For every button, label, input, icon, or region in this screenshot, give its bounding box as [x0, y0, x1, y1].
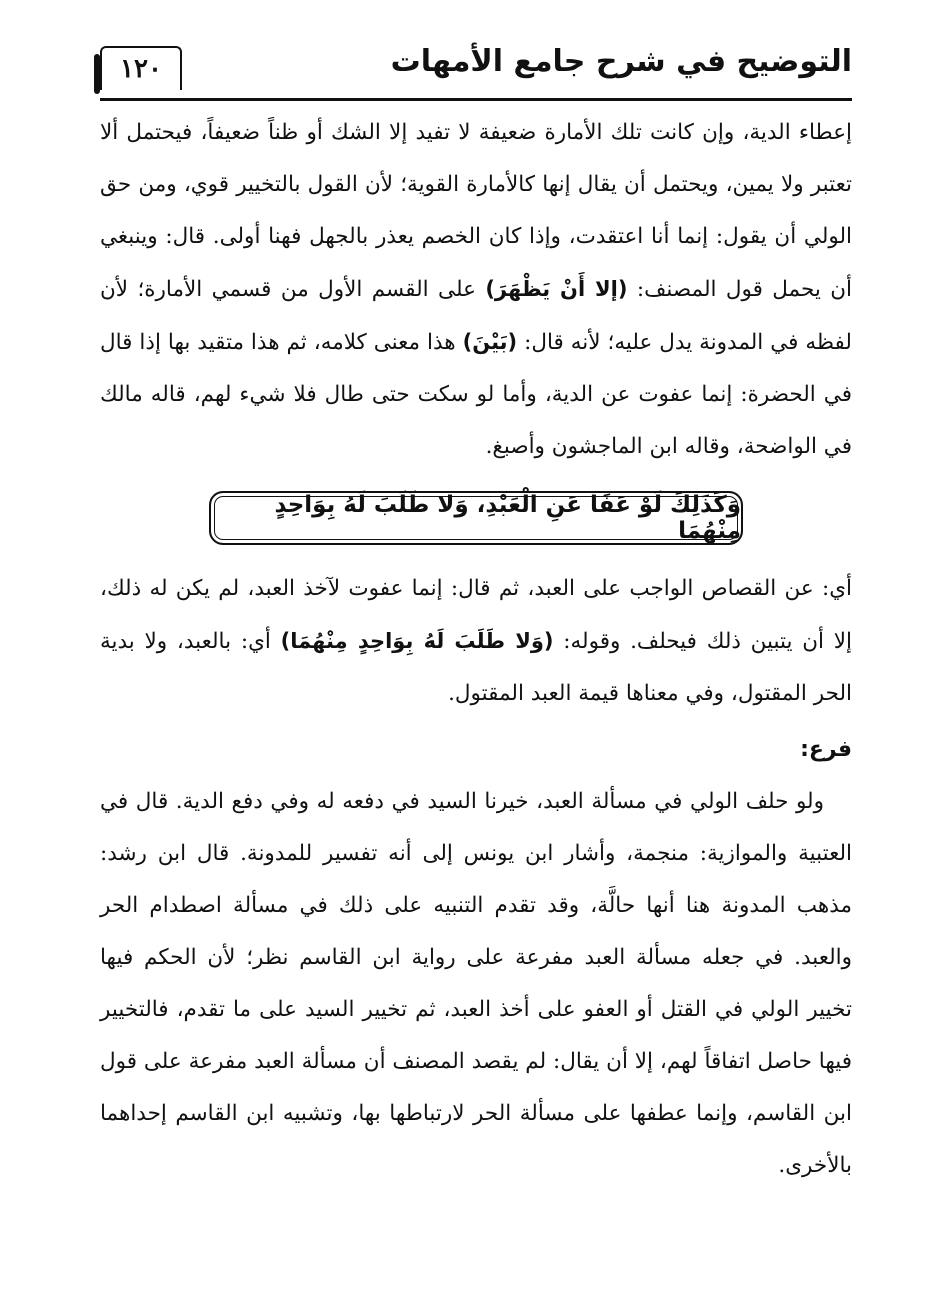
paragraph-1-text-b: على القسم الأول من قسمي الأمارة؛ لأن لفظه في المدونة يدل عليه؛ لأنه قال: [100, 277, 852, 355]
paragraph-2-text-b: أي: بالعبد، ولا بدية الحر المقتول، وفي معناها قيمة العبد المقتول. [100, 629, 852, 706]
paragraph-1-text: إعطاء الدية، وإن كانت تلك الأمارة ضعيفة لا تفيد إلا الشك أو ظناً ضعيفاً، فيحتمل ألا تعتبر ولا يمين، ويحتمل أن يقال إنها كالأمارة القوية؛ لأن القول بالتخيير قوي، ومن حق الولي أن يقول: إنما أنا اعتقدت، وإذا كان الخصم يعذر بالجهل فهنا أولى. قال: وينبغي أن يحمل قول المصنف: [100, 120, 853, 302]
page-header [100, 38, 852, 101]
paragraph-2 [100, 563, 852, 720]
document-page [100, 38, 852, 1258]
page-number: ١٢٠ [100, 46, 182, 90]
paragraph-1-text-c: هذا معنى كلامه، ثم هذا متقيد بها إذا قال في الحضرة: إنما عفوت عن الدية، وأما لو سكت حتى طال فلا شيء لهم، قاله مالك في الواضحة، وقاله ابن الماجشون وأصبغ. [100, 330, 852, 459]
quoted-phrase-2: (بَيْنَ) [462, 330, 518, 354]
paragraph-3: ولو حلف الولي في مسألة العبد، خيرنا السيد في دفعه له وفي دفع الدية. قال في العتبية والموازية: منجمة، وأشار ابن يونس إلى أنه تفسير للمدونة. قال ابن رشد: مذهب المدونة هنا أنها حالَّة، وقد تقدم التنبيه على ذلك في مسألة اصطدام الحر والعبد. في جعله مسألة العبد مفرعة على رواية ابن القاسم نظر؛ لأن الحكم فيها تخيير الولي في القتل أو العفو على أخذ العبد، ثم تخيير السيد على ما تقدم، فالتخيير فيها حاصل اتفاقاً لهم، إلا أن يقال: لم يقصد المصنف أن مسألة العبد مفرعة على قول ابن القاسم، وإنما عطفها على مسألة الحر لارتباطها بها، وتشبيه ابن القاسم إحداهما بالأخرى. [100, 789, 852, 1178]
paragraph-1 [100, 107, 852, 473]
matn-quote-box: وَكَذَلِكَ لَوْ عَفَا عَنِ الْعَبْدِ، وَلا طَلَبَ لَهُ بِوَاحِدٍ مِنْهُمَا [209, 491, 743, 545]
quoted-phrase-3: (وَلا طَلَبَ لَهُ بِوَاحِدٍ مِنْهُمَا) [280, 629, 554, 653]
book-title: التوضيح في شرح جامع الأمهات [390, 44, 852, 79]
paragraph-2-text: أي: عن القصاص الواجب على العبد، ثم قال: إنما عفوت لآخذ العبد، لم يكن له ذلك، إلا أن يتبين ذلك فيحلف. وقوله: [100, 576, 852, 654]
quoted-phrase-1: (إلا أَنْ يَظْهَرَ) [485, 277, 628, 301]
section-subheading: فرع: [800, 737, 852, 762]
